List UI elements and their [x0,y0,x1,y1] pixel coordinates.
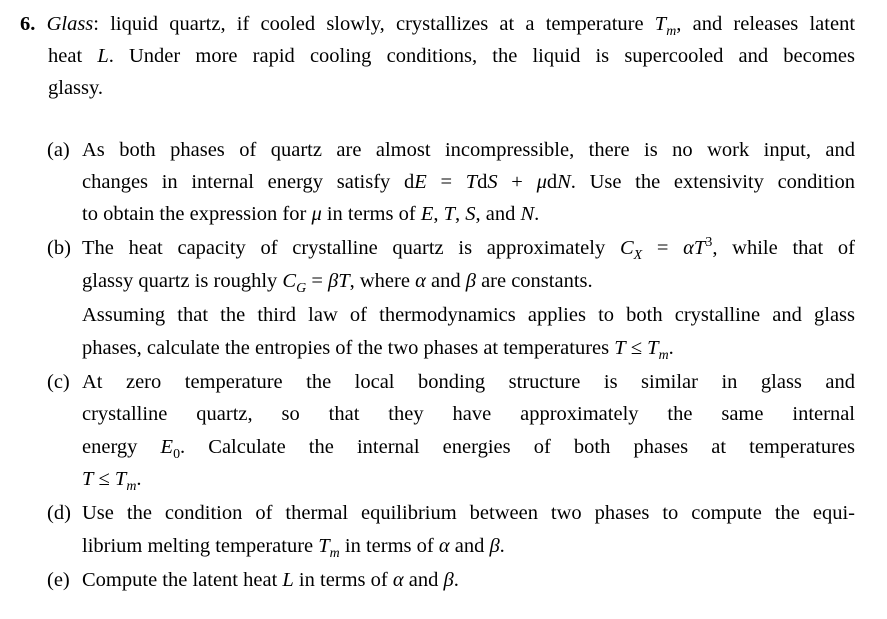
part-d-line-1: Use the condition of thermal equilibrium between two phases to compute the equi- [82,502,855,524]
part-c-line-1: At zero temperature the local bonding structure is similar in glass and [82,371,855,393]
part-e-label: (e) [47,569,70,591]
part-d-line-2: librium melting temperature $T_m$ in terms of α and β. [82,535,505,562]
problem-intro-text-1: : liquid quartz, if cooled slowly, crystallizes at a temperature $T_m$, and releases latent [93,13,856,40]
part-a-line-2: changes in internal energy satisfy dE = TdS + μdN. Use the extensivity condition [82,171,856,193]
part-c-line-2: crystalline quartz, so that they have approximately the same internal [82,403,855,425]
part-a-line-3: to obtain the expression for μ in terms of E, T, S, and N. [82,203,540,225]
part-b-line-3: Assuming that the third law of thermodynamics applies to both crystalline and glass [82,304,855,326]
problem-number: 6. [20,13,36,35]
part-b-line-1: The heat capacity of crystalline quartz is approximately $C_X = \alpha T^3$, while that of [82,235,855,264]
problem-intro-line-2: heat L. Under more rapid cooling conditions, the liquid is supercooled and becomes [48,45,855,67]
part-a-label: (a) [47,139,70,161]
part-b-line-2: glassy quartz is roughly $C_G = \beta T$, where α and β are constants. [82,270,593,297]
part-c-line-3: energy $E_0$. Calculate the internal energies of both phases at temperatures [82,436,856,463]
problem-title: Glass [46,13,94,35]
part-d-label: (d) [47,502,71,524]
part-c-line-4: $T \le T_m$. [82,468,142,495]
problem-intro-line-1 [20,11,856,40]
part-a-line-1: As both phases of quartz are almost incompressible, there is no work input, and [82,139,855,161]
problem-intro-line-3: glassy. [48,77,104,99]
part-e-line-1: Compute the latent heat L in terms of α and β. [82,569,459,591]
part-b-label: (b) [47,237,71,259]
part-b-line-4: phases, calculate the entropies of the two phases at temperatures $T \le T_m$. [82,337,674,364]
part-c-label: (c) [47,371,70,393]
